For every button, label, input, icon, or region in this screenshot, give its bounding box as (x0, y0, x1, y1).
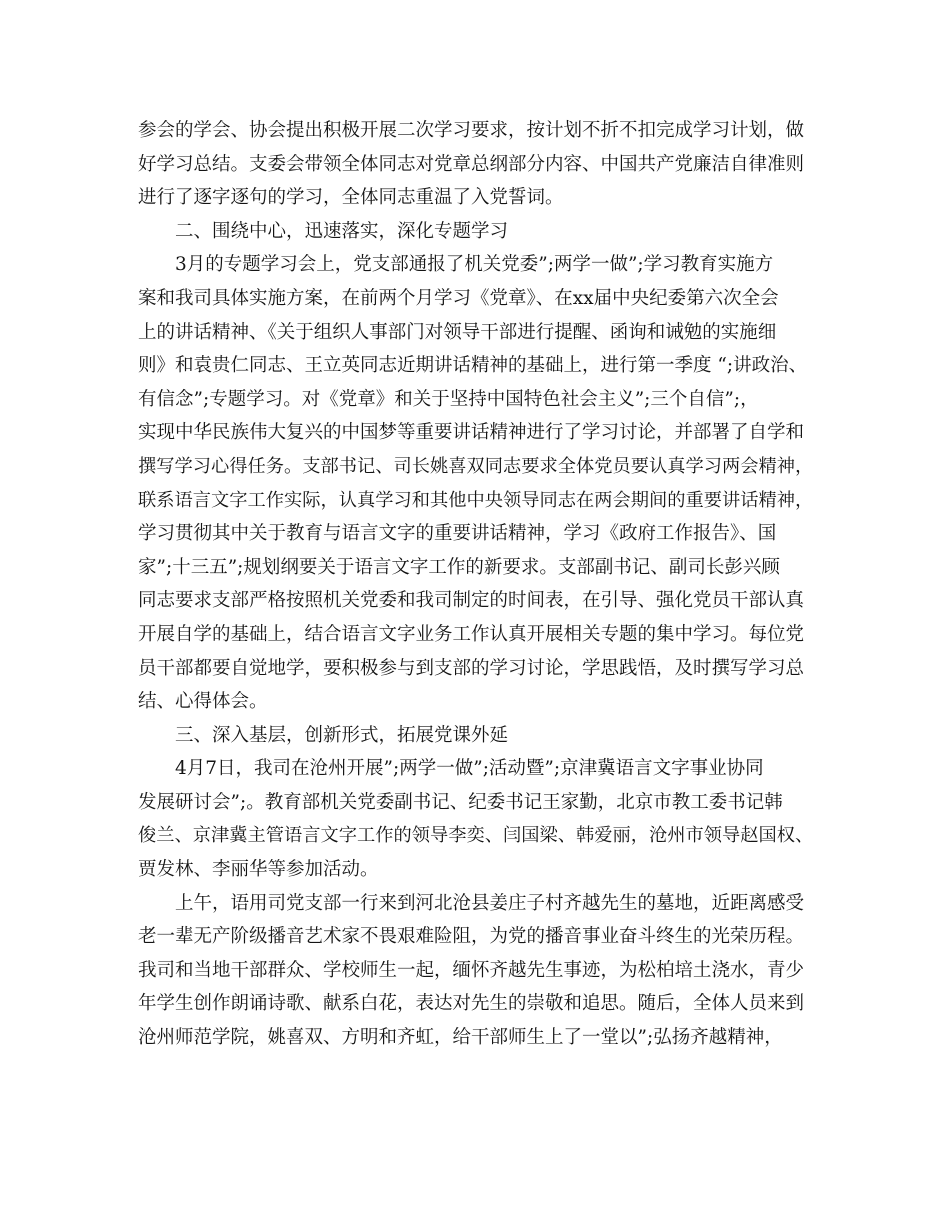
text-line: 学习贯彻其中关于教育与语言文字的重要讲话精神，学习《政府工作报告》、国 (138, 523, 777, 545)
text-line: 俊兰、京津冀主管语言文字工作的领导李奕、闫国梁、韩爱丽，沧州市领导赵国权、 (138, 825, 814, 847)
text-line: 上午，语用司党支部一行来到河北沧县姜庄子村齐越先生的墓地，近距离感受 (175, 892, 805, 914)
text-line: 好学习总结。支委会带领全体同志对党章总纲部分内容、中国共产党廉洁自律准则 (138, 153, 805, 175)
text-line: 上的讲话精神、《关于组织人事部门对领导干部进行提醒、函询和诫勉的实施细 (138, 321, 777, 343)
document-body (138, 114, 818, 1055)
text-line: 发展研讨会”;。教育部机关党委副书记、纪委书记王家勤，北京市教工委书记韩 (138, 791, 783, 813)
text-line: 实现中华民族伟大复兴的中国梦等重要讲话精神进行了学习讨论，并部署了自学和 (138, 422, 805, 444)
text-line: 沧州师范学院，姚喜双、方明和齐虹，给干部师生上了一堂以”;弘扬齐越精神， (138, 1027, 783, 1049)
text-line: 三、深入基层，创新形式，拓展党课外延 (175, 724, 509, 746)
text-line: 年学生创作朗诵诗歌、献系白花，表达对先生的崇敬和追思。随后，全体人员来到 (138, 993, 805, 1015)
text-line: 则》和袁贵仁同志、王立英同志近期讲话精神的基础上，进行第一季度 “;讲政治、 (138, 355, 808, 377)
text-line: 4月7日，我司在沧州开展”;两学一做”;活动暨”;京津冀语言文字事业协同 (175, 758, 764, 780)
text-line: 老一辈无产阶级播音艺术家不畏艰难险阻，为党的播音事业奋斗终生的光荣历程。 (138, 926, 805, 948)
text-line: 联系语言文字工作实际，认真学习和其他中央领导同志在两会期间的重要讲话精神， (138, 489, 814, 511)
text-line: 参会的学会、协会提出积极开展二次学习要求，按计划不折不扣完成学习计划，做 (138, 120, 805, 141)
text-line: 结、心得体会。 (138, 691, 268, 713)
text-line: 开展自学的基础上，结合语言文字业务工作认真开展相关专题的集中学习。每位党 (138, 623, 805, 645)
text-line: 二、围绕中心，迅速落实，深化专题学习 (175, 220, 509, 242)
text-line: 撰写学习心得任务。支部书记、司长姚喜双同志要求全体党员要认真学习两会精神， (138, 455, 814, 477)
text-line: 家”;十三五”;规划纲要关于语言文字工作的新要求。支部副书记、副司长彭兴顾 (138, 556, 780, 578)
text-line: 我司和当地干部群众、学校师生一起，缅怀齐越先生事迹，为松柏培土浇水，青少 (138, 959, 805, 981)
text-line: 3月的专题学习会上，党支部通报了机关党委”;两学一做”;学习教育实施方 (175, 254, 774, 276)
text-line: 有信念”;专题学习。对《党章》和关于坚持中国特色社会主义”;三个自信”;， (138, 388, 759, 410)
text-line: 案和我司具体实施方案，在前两个月学习《党章》、在xx届中央纪委第六次全会 (138, 287, 779, 309)
text-line: 员干部都要自觉地学，要积极参与到支部的学习讨论，学思践悟，及时撰写学习总 (138, 657, 805, 679)
text-line: 进行了逐字逐句的学习，全体同志重温了入党誓词。 (138, 187, 564, 209)
text-line: 贾发林、李丽华等参加活动。 (138, 859, 379, 881)
text-line: 同志要求支部严格按照机关党委和我司制定的时间表，在引导、强化党员干部认真 (138, 590, 805, 612)
